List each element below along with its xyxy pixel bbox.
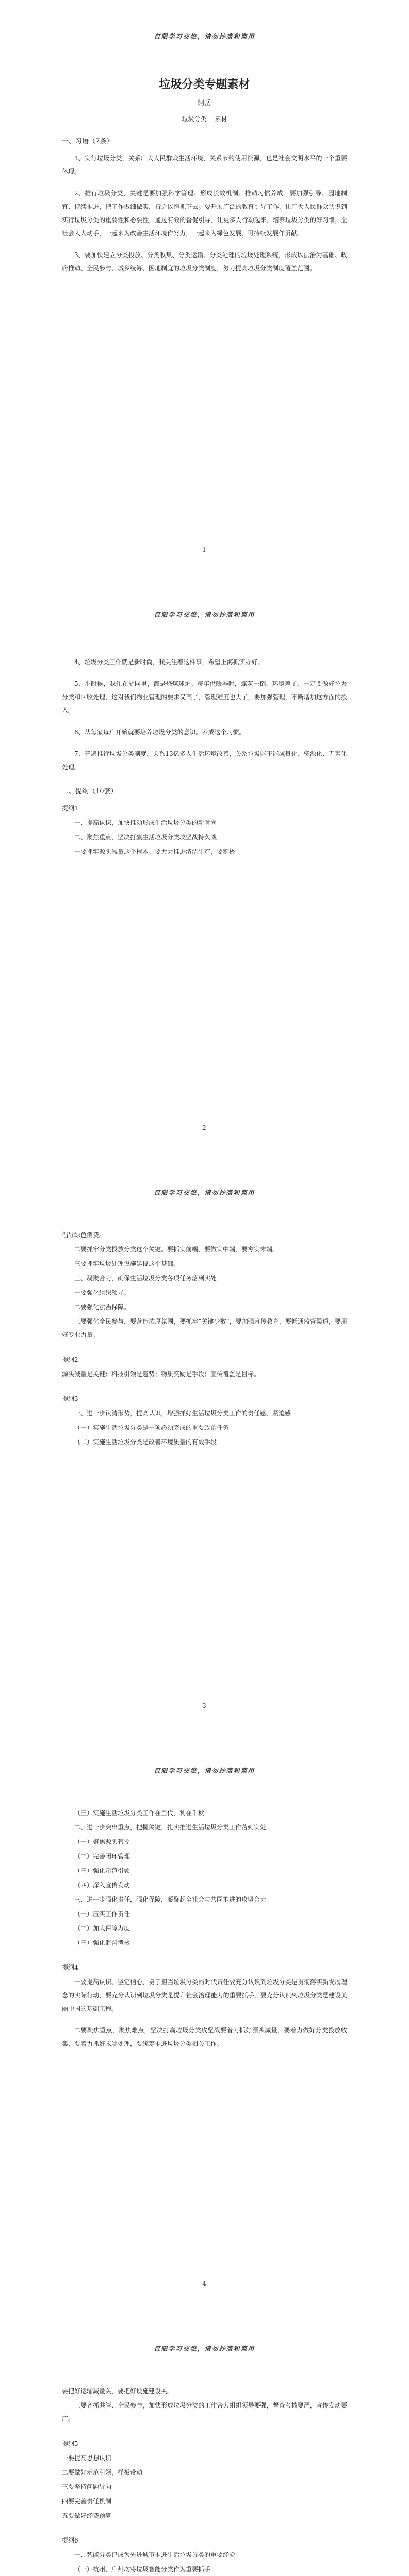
document-title: 垃圾分类专题素材 bbox=[159, 78, 250, 91]
header-note: 仅限学习交流，请勿抄袭和盗用 bbox=[154, 611, 255, 618]
continued-text: 要把好运输减量关，要把好设施建设关。 bbox=[62, 2387, 174, 2395]
document-tags: 垃圾分类 素材 bbox=[182, 115, 227, 123]
outline-line: （一）实施生活垃圾分类是一项必须完成的重要政治任务 bbox=[74, 1424, 230, 1431]
page-body bbox=[62, 1806, 347, 2059]
outline-label: 提纲2 bbox=[62, 1356, 78, 1363]
outline-line: （二）加大保障力度 bbox=[74, 1925, 130, 1932]
outline-line: 二、进一步突出重点，把握关键，扎实推进生活垃圾分类工作落到实处 bbox=[74, 1824, 267, 1831]
outline-line: 一要强化组织领导。 bbox=[74, 1289, 130, 1296]
page-number: —4— bbox=[195, 2280, 214, 2287]
outline-line: （一）聚焦源头管控 bbox=[74, 1838, 130, 1845]
document-page-3 bbox=[0, 1156, 409, 1734]
outline-line: （四）深入宣传发动 bbox=[74, 1882, 130, 1889]
outline-line: 二要强化法治保障。 bbox=[74, 1303, 130, 1311]
document-page-5 bbox=[0, 2312, 409, 2576]
document-page-1 bbox=[0, 0, 409, 578]
header-note: 仅限学习交流，请勿抄袭和盗用 bbox=[154, 1767, 255, 1774]
outline-line: 三要坚持问题导向 bbox=[62, 2483, 112, 2490]
paragraph: 一要提高认识、坚定信心，勇于担当垃圾分类的时代责任要充分认识到垃圾分类是贯彻落实新发展理念的实际行动，要充分认识到垃圾分类是提升社会治理能力的重要抓手，要充分认识到垃圾分类是建设美丽中国的基础工程。 bbox=[62, 1978, 347, 2012]
paragraph: 4、垃圾分类工作就是新时尚，我关注着这件事，希望上海抓实办好。 bbox=[74, 658, 264, 666]
paragraph: 三要齐抓共管、全民参与，加快形成垃圾分类的工作合力组织领导要强，督查考核要严，宣传发动要广。 bbox=[62, 2402, 347, 2422]
outline-line: （三）强化示范引领 bbox=[74, 1867, 130, 1874]
page-body bbox=[62, 2384, 347, 2576]
outline-line: 三、进一步强化责任，强化保障，凝聚起全社会与共同推进的攻坚合力 bbox=[74, 1896, 267, 1903]
page-number: —3— bbox=[195, 1702, 214, 1709]
outline-line: 二要做好示范引领，样板带动 bbox=[62, 2469, 143, 2476]
paragraph: 5、小时候，我住在胡同里，都是烧煤球炉。每年供暖季时，煤灰一倒，环境差了。一定要做好垃圾分类和回收处理，这对我们物业管理的要求又高了，管理难度也大了，要加强管理，不断增加这方面的投入。 bbox=[62, 680, 347, 714]
outline-line: （三）强化监督考核 bbox=[74, 1939, 130, 1946]
section-heading: 二、提纲（10套） bbox=[62, 788, 118, 795]
outline-line: 一、智能分类已成为先进城市推进生活垃圾分类的重要经验 bbox=[74, 2551, 236, 2558]
outline-line: （二）完善闭环管理 bbox=[74, 1853, 130, 1860]
paragraph: 3、要加快建立分类投放、分类收集、分类运输、分类处理的垃圾处理系统，形成以法治为基础、政府推动、全民参与、城乡统筹、因地制宜的垃圾分类制度，努力提高垃圾分类制度覆盖范围。 bbox=[62, 251, 347, 272]
paragraph: 2、推行垃圾分类，关键是要加强科学管理、形成长效机制、推动习惯养成。要加强引导、因地制宜、持续推进，把工作做细做实，持之以恒抓下去。要开展广泛的教育引导工作，让广大人民群众认识到实行垃圾分类的重要性和必要性，通过有效的督促引导，让更多人行动起来，培养垃圾分类的好习惯，全社会人人动手，一起来为改善生活环境作努力，一起来为绿色发展、可持续发展作贡献。 bbox=[62, 190, 347, 237]
document-page-2 bbox=[0, 578, 409, 1156]
document-author: 阿岳 bbox=[198, 99, 211, 107]
outline-line: 二要抓牢分类投放分类这个关键。要抓实前端，要做实中端，要夯实末端。 bbox=[74, 1246, 279, 1253]
header-note: 仅限学习交流，请勿抄袭和盗用 bbox=[154, 33, 255, 40]
outline-label: 提纲6 bbox=[62, 2537, 78, 2544]
outline-line: 四要完善责任机制 bbox=[62, 2498, 112, 2505]
page-number: —1— bbox=[195, 546, 214, 553]
outline-line: 一、进一步认清形势，提高认识，增强抓好生活垃圾分类工作的责任感、紧迫感 bbox=[74, 1410, 291, 1417]
outline-line: 三、凝聚合力，确保生活垃圾分类各项任务落到实处 bbox=[74, 1275, 217, 1282]
continued-text: 倡导绿色消费。 bbox=[62, 1231, 106, 1239]
outline-line: （二）实施生活垃圾分类是改善环境质量的有效手段 bbox=[74, 1438, 217, 1446]
outline-label: 提纲3 bbox=[62, 1395, 78, 1402]
header-note: 仅限学习交流，请勿抄袭和盗用 bbox=[154, 1189, 255, 1196]
outline-line: （一）杭州、广州均将垃圾智能分类作为重要抓手 bbox=[74, 2566, 211, 2573]
outline-line: 一要提高思想认识 bbox=[62, 2454, 112, 2462]
outline-line: （一）压实工作责任 bbox=[74, 1910, 130, 1918]
page-body bbox=[62, 77, 347, 283]
outline-label: 提纲1 bbox=[62, 805, 78, 812]
outline-line: 五要做好经费预算 bbox=[62, 2512, 112, 2519]
outline-label: 提纲4 bbox=[62, 1964, 78, 1971]
paragraph: 7、普遍推行垃圾分类制度，关系13亿多人生活环境改善，关系垃圾能不能减量化、资源化、无害化处理。 bbox=[62, 750, 347, 771]
outline-line: （三）实施生活垃圾分类工作在当代，利在千秋 bbox=[74, 1809, 205, 1817]
header-note: 仅限学习交流，请勿抄袭和盗用 bbox=[154, 2345, 255, 2352]
outline-label: 提纲5 bbox=[62, 2440, 78, 2447]
page-number: —2— bbox=[195, 1124, 214, 1131]
paragraph: 1、实行垃圾分类，关系广大人民群众生活环境，关系节约使用资源，也是社会文明水平的一个重要体现。 bbox=[62, 155, 347, 175]
page-body bbox=[62, 1228, 347, 1450]
section-heading: 一、习语（7条） bbox=[62, 138, 113, 145]
outline-line: 三要抓牢垃圾处理设施建设这个基础。 bbox=[74, 1260, 180, 1267]
outline-line: 源头减量是关键；科技引领是趋势；物质奖励是手段；宣传覆盖是目标。 bbox=[62, 1370, 260, 1378]
outline-line: 一、提高认识，加快推动形成生活垃圾分类的新时尚 bbox=[74, 819, 217, 826]
outline-line: 三要强化全民参与，要营造浓厚氛围，要抓牢“关键少数”，要加强宣传教育，要畅通监督渠道，要用好专业力量。 bbox=[62, 1318, 347, 1338]
outline-line: 二、聚焦重点，坚决打赢生活垃圾分类攻坚战持久战 bbox=[74, 834, 217, 841]
paragraph: 二要聚焦重点，聚焦难点，坚决打赢垃圾分类攻坚战要着力抓好源头减量，要着力做好分类投放收集，要着力抓好末端处理，要统筹推进垃圾分类相关工作。 bbox=[62, 2027, 347, 2047]
document-page-4 bbox=[0, 1734, 409, 2312]
outline-line: 一要抓牢源头减量这个根本。要大力推进清洁生产，要积极 bbox=[74, 848, 236, 855]
page-body bbox=[62, 655, 347, 859]
paragraph: 6、从每家每户开始就要培养垃圾分类的意识。养成这个习惯。 bbox=[74, 728, 246, 736]
